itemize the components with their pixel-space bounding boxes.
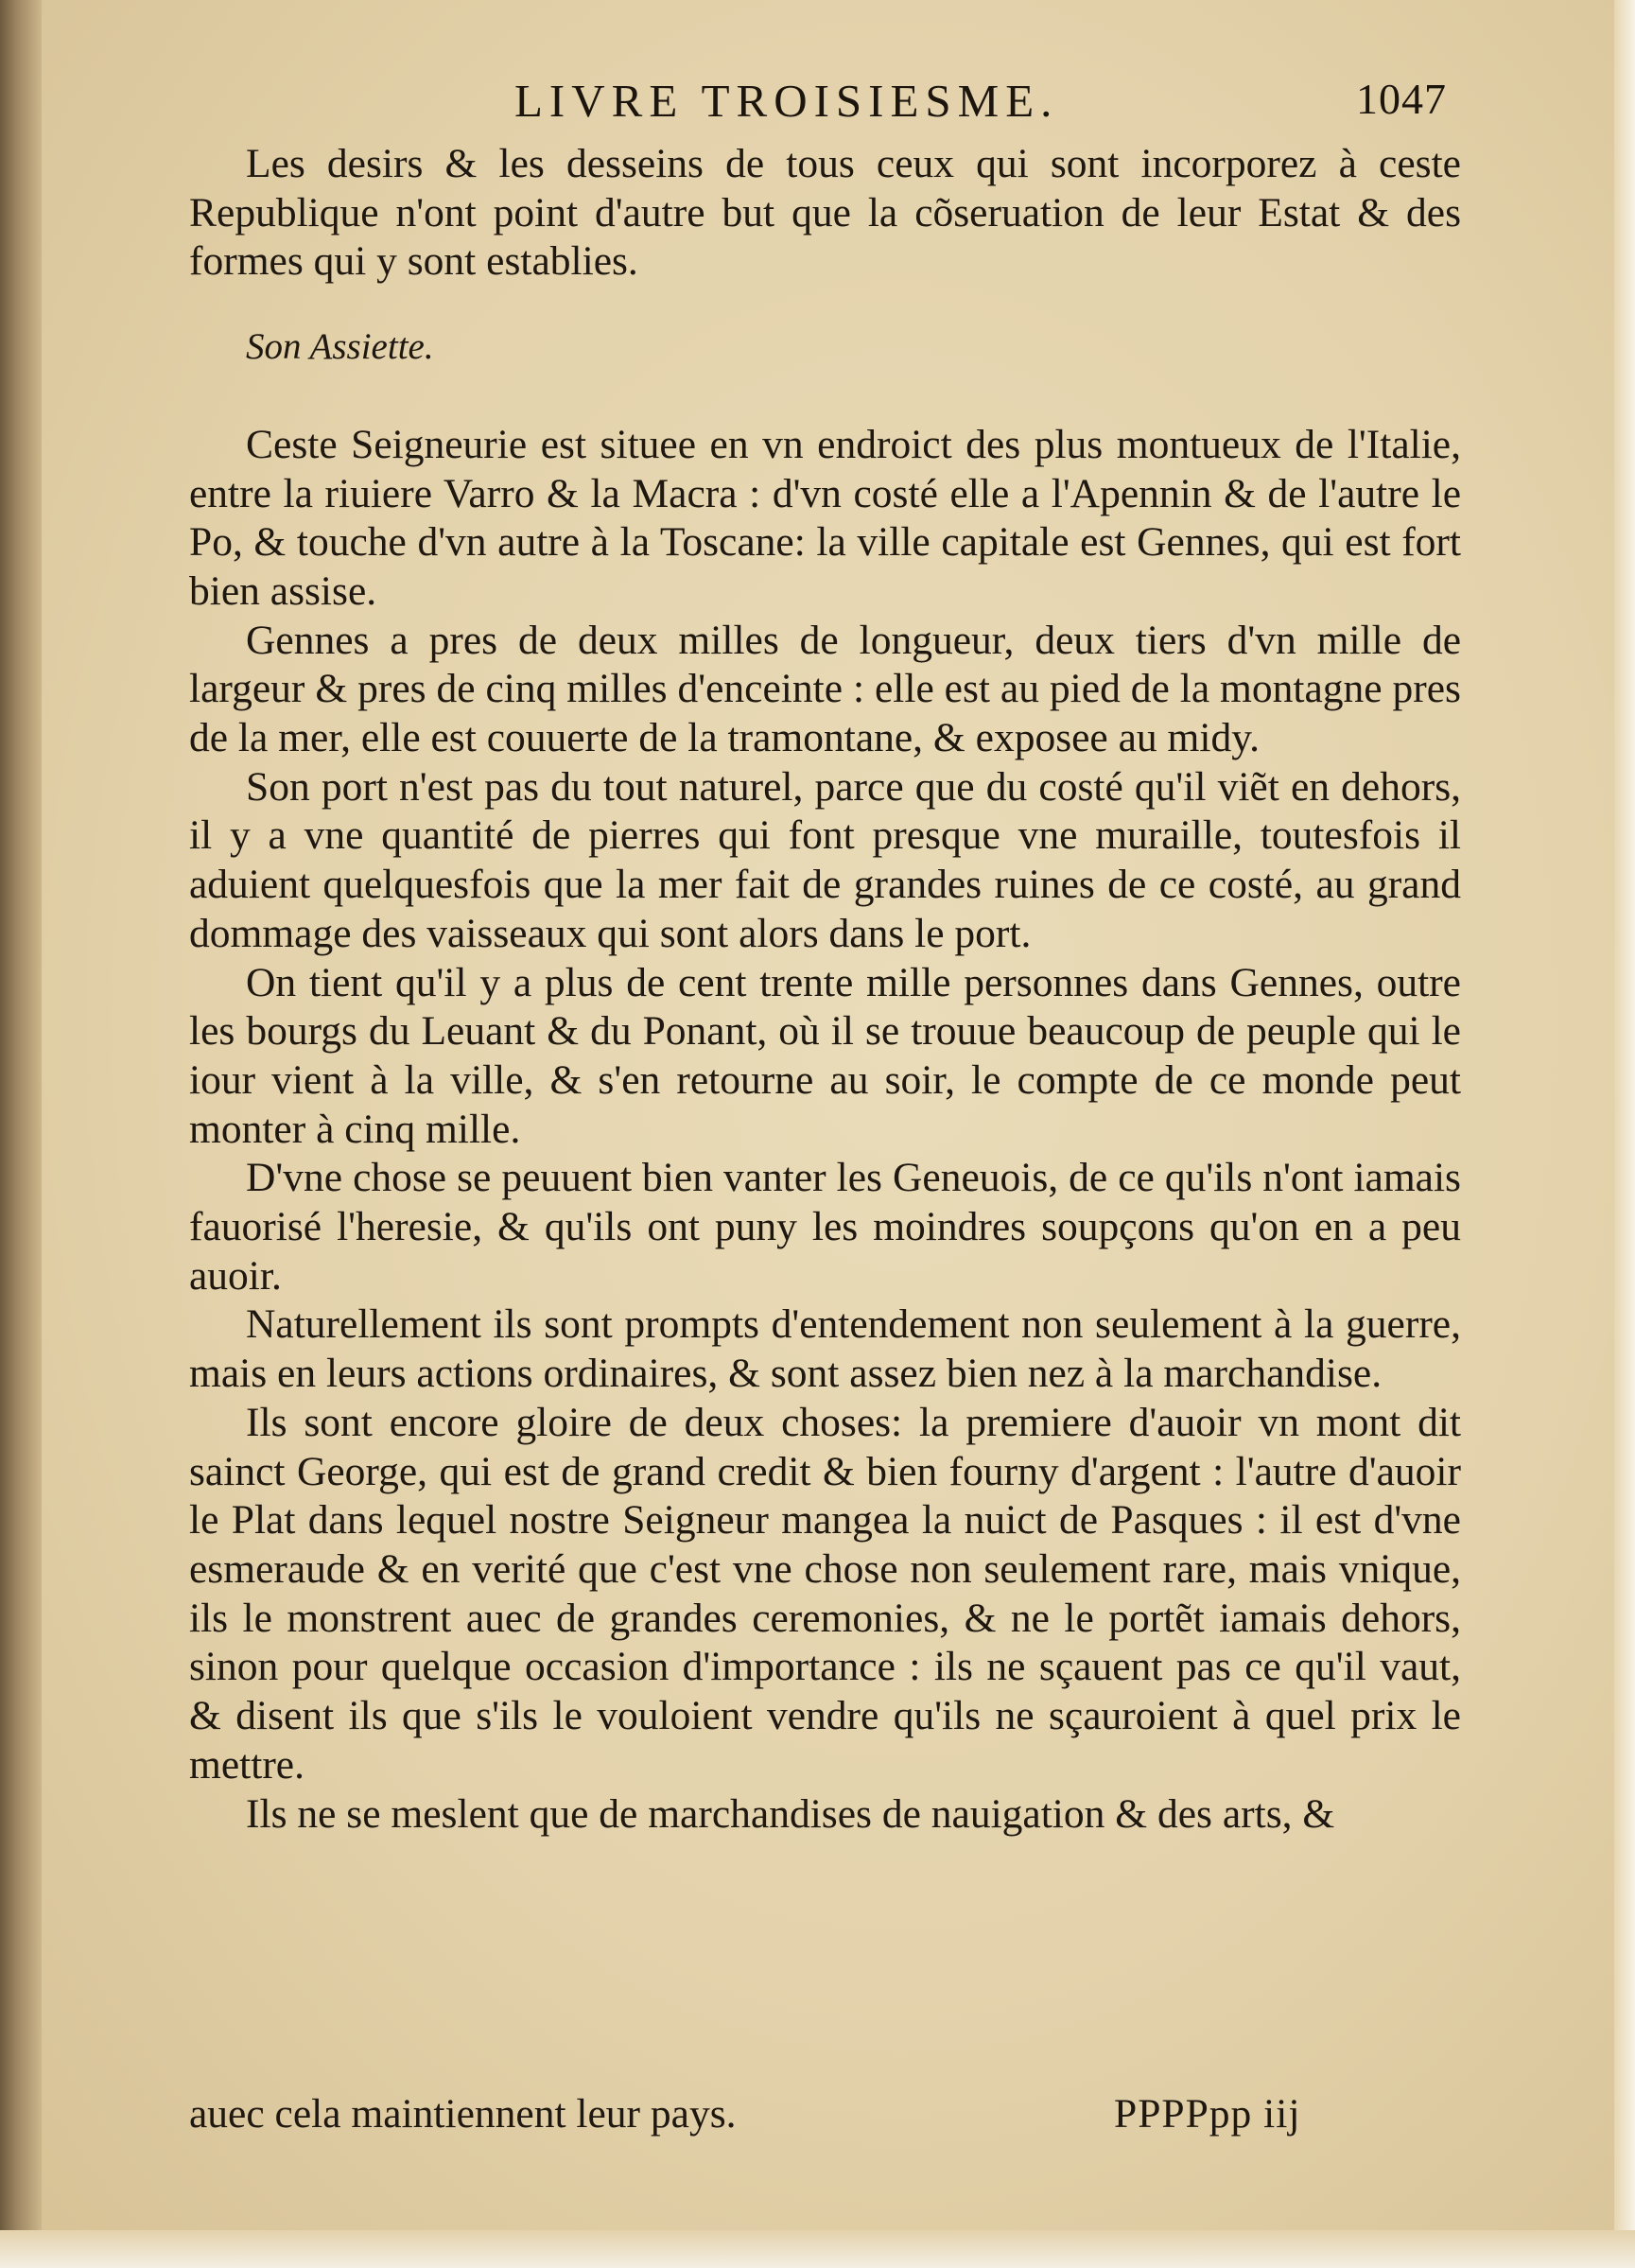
- section-heading: Son Assiette.: [246, 326, 434, 368]
- paragraph: Ceste Seigneurie est situee en vn endroict des plus montueux de l'Italie, entre la riuiere Varro & la Macra : d'vn costé elle a l'Apennin & de l'autre le Po, & touche d'vn autre à la Toscane: la ville capitale est Gennes, qui est fort bien assise.: [189, 421, 1461, 614]
- paragraph: Son port n'est pas du tout naturel, parce que du costé qu'il viẽt en dehors, il y a vne quantité de pierres qui font presque vne muraille, toutesfois il aduient quelquesfois que la mer fait de grandes ruines de ce costé, au grand dommage des vaisseaux qui sont alors dans le port.: [189, 763, 1461, 956]
- paragraph: On tient qu'il y a plus de cent trente mille personnes dans Gennes, outre les bourgs du Leuant & du Ponant, où il se trouue beaucoup de peuple qui le iour vient à la ville, & s'en retourne au soir, le compte de ce monde peut monter à cinq mille.: [189, 959, 1461, 1152]
- page-header: [189, 74, 1447, 132]
- page-edge: [1614, 0, 1635, 2268]
- page-number: 1047: [1356, 75, 1447, 123]
- binding-edge: [0, 0, 42, 2268]
- paragraph: Ils ne se meslent que de marchandises de nauigation & des arts, &: [246, 1790, 1335, 1837]
- paragraph: Naturellement ils sont prompts d'entendement non seulement à la guerre, mais en leurs actions ordinaires, & sont assez bien nez à la marchandise.: [189, 1301, 1461, 1397]
- page-footer: [189, 2090, 1461, 2142]
- paragraph: Ils sont encore gloire de deux choses: la premiere d'auoir vn mont dit sainct George, qui est de grand credit & bien fourny d'argent : l'autre d'auoir le Plat dans lequel nostre Seigneur mangea la nuict de Pasques : il est d'vne esmeraude & en verité que c'est vne chose non seulement rare, mais vnique, ils le monstrent auec de grandes ceremonies, & ne le portẽt iamais dehors, sinon pour quelque occasion d'importance : ils ne sçauent pas ce qu'il vaut, & disent ils que s'ils le vouloient vendre qu'ils ne sçauroient à quel prix le mettre.: [189, 1399, 1461, 1788]
- body-text: [189, 140, 1461, 1839]
- final-text-line: auec cela maintiennent leur pays.: [189, 2091, 737, 2137]
- paragraph: Gennes a pres de deux milles de longueur, deux tiers d'vn mille de largeur & pres de cinq milles d'enceinte : elle est au pied de la montagne pres de la mer, elle est couuerte de la tramontane, & exposee au midy.: [189, 617, 1461, 761]
- running-head: LIVRE TROISIESME.: [514, 75, 1059, 127]
- signature-mark: PPPPpp iij: [1114, 2091, 1301, 2137]
- bottom-edge: [0, 2230, 1635, 2268]
- paragraph: Les desirs & les desseins de tous ceux qui sont incorporez à ceste Republique n'ont point d'autre but que la cõseruation de leur Estat & des formes qui y sont establies.: [189, 141, 1461, 285]
- paragraph: D'vne chose se peuuent bien vanter les Geneuois, de ce qu'ils n'ont iamais fauorisé l'heresie, & qu'ils ont puny les moindres soupçons qu'on en a peu auoir.: [189, 1155, 1461, 1299]
